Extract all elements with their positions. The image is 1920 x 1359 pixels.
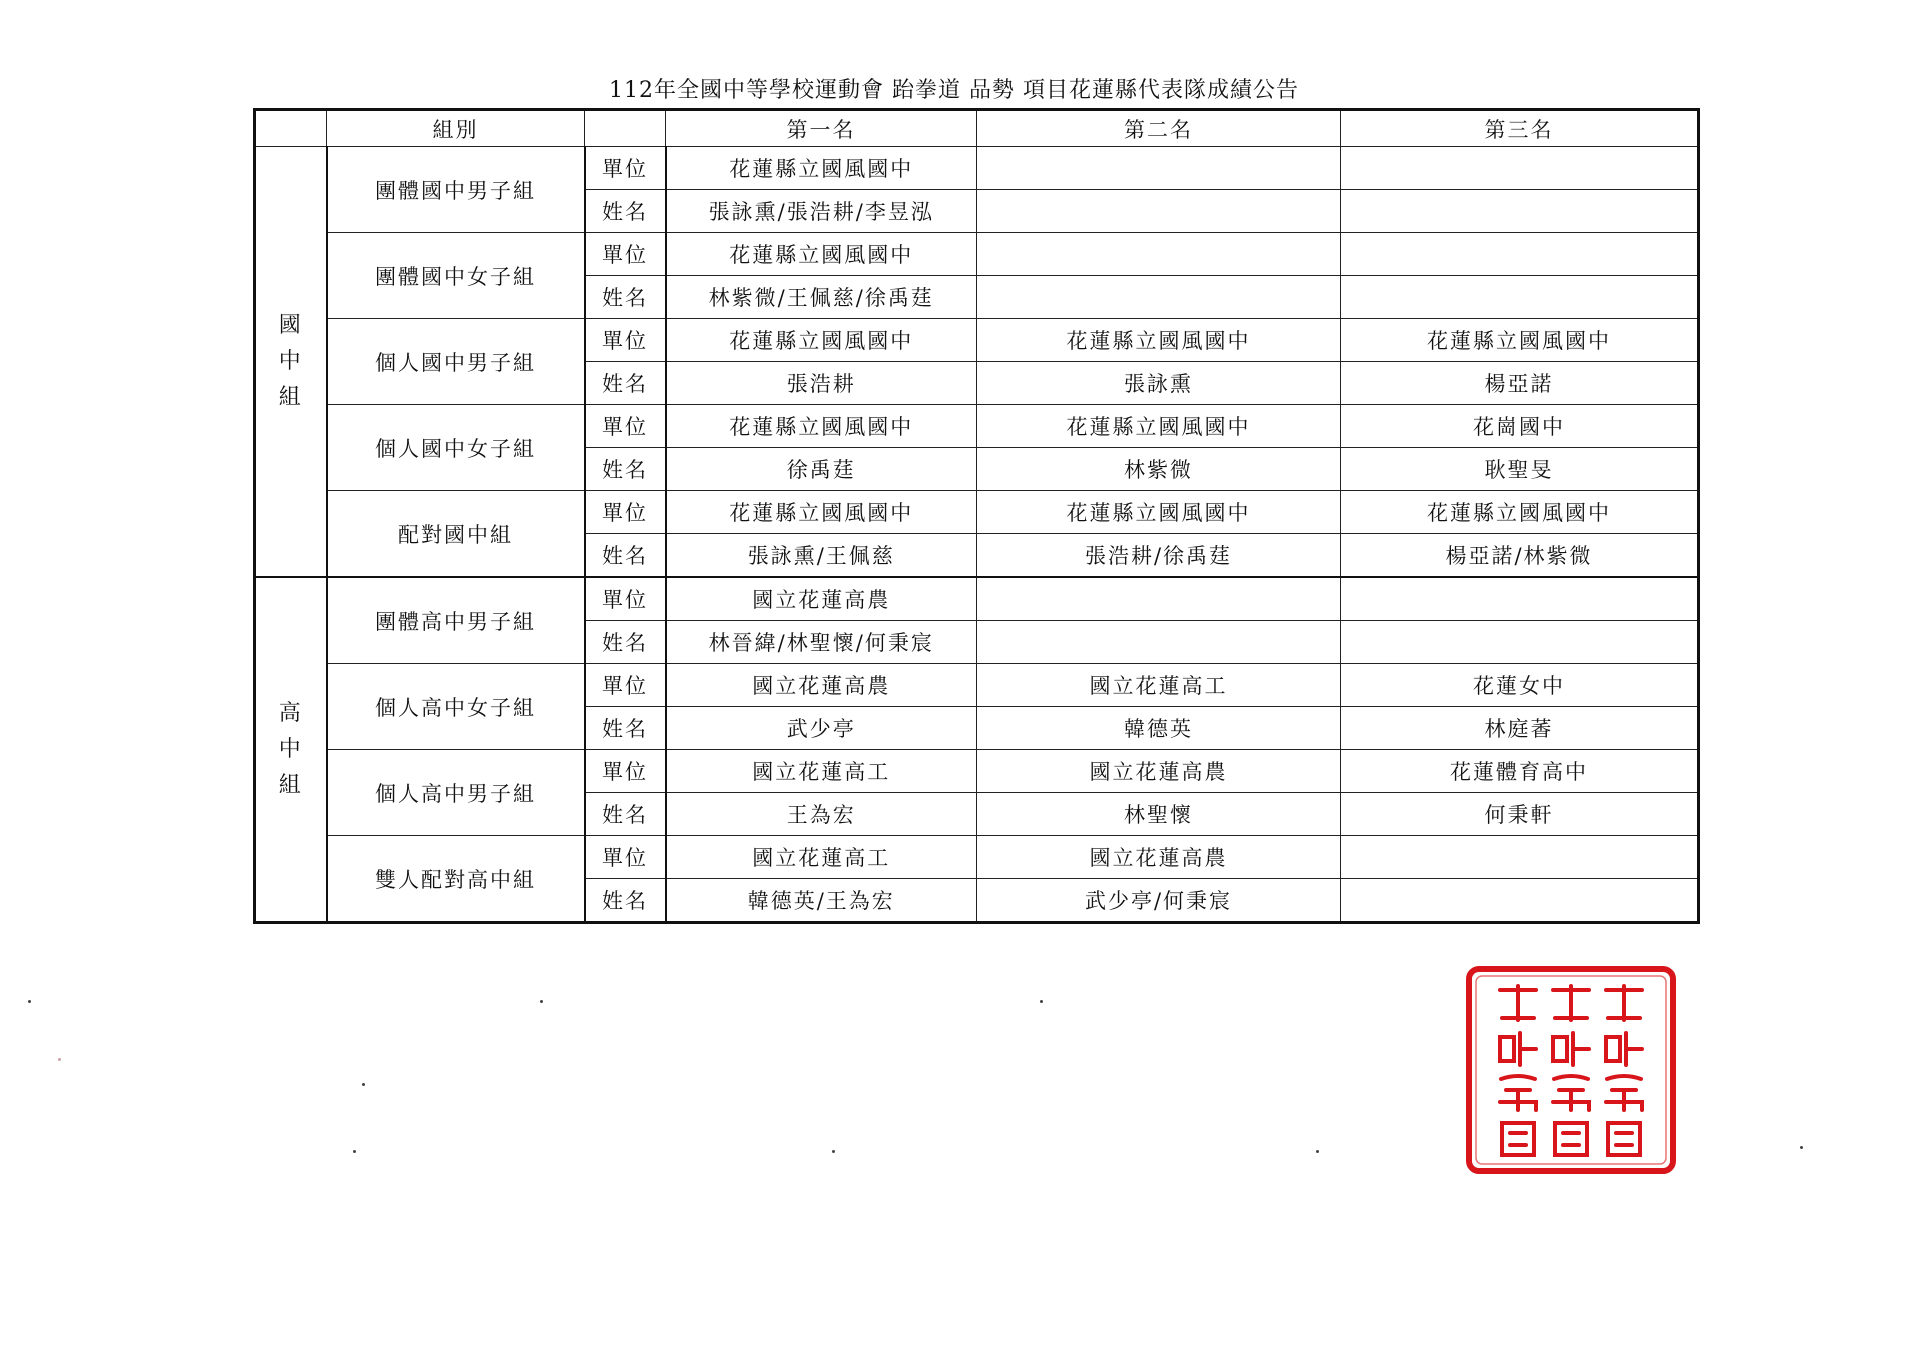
level-label-char: 組 [278, 384, 303, 410]
header-field [585, 110, 666, 147]
header-second-place: 第二名 [977, 110, 1341, 147]
table-row [255, 750, 1699, 793]
first-place-unit: 國立花蓮高農 [666, 664, 977, 707]
first-place-name: 林紫微/王佩慈/徐禹莛 [666, 276, 977, 319]
seal-glyph [1606, 986, 1642, 1020]
name-label: 姓名 [585, 793, 666, 836]
seal-glyph [1555, 1123, 1587, 1155]
seal-glyph [1500, 1076, 1536, 1110]
third-place-name [1341, 621, 1699, 664]
first-place-unit: 花蓮縣立國風國中 [666, 491, 977, 534]
association-seal [1466, 966, 1676, 1174]
table-row [255, 664, 1699, 707]
seal-glyph [1553, 1033, 1589, 1065]
third-place-unit [1341, 233, 1699, 276]
first-place-unit: 花蓮縣立國風國中 [666, 233, 977, 276]
second-place-unit: 國立花蓮高工 [977, 664, 1341, 707]
third-place-unit [1341, 147, 1699, 190]
third-place-unit: 花蓮縣立國風國中 [1341, 319, 1699, 362]
first-place-unit: 花蓮縣立國風國中 [666, 405, 977, 448]
seal-glyph [1553, 1076, 1589, 1110]
third-place-unit [1341, 577, 1699, 621]
unit-label: 單位 [585, 836, 666, 879]
level-label [255, 147, 327, 578]
header-row [255, 110, 1699, 147]
results-table [253, 108, 1700, 924]
second-place-unit: 花蓮縣立國風國中 [977, 491, 1341, 534]
document-title: 112年全國中等學校運動會 跆拳道 品勢 項目花蓮縣代表隊成績公告 [609, 78, 1299, 103]
unit-label: 單位 [585, 147, 666, 190]
third-place-unit: 花蓮縣立國風國中 [1341, 491, 1699, 534]
second-place-unit: 花蓮縣立國風國中 [977, 319, 1341, 362]
first-place-unit: 花蓮縣立國風國中 [666, 147, 977, 190]
second-place-unit [977, 577, 1341, 621]
unit-label: 單位 [585, 664, 666, 707]
event-category: 雙人配對高中組 [327, 836, 585, 923]
table-row [255, 233, 1699, 276]
seal-glyph [1502, 1123, 1534, 1155]
event-category: 個人國中男子組 [327, 319, 585, 405]
event-category: 團體國中男子組 [327, 147, 585, 233]
name-label: 姓名 [585, 534, 666, 578]
name-label: 姓名 [585, 621, 666, 664]
table-row [255, 491, 1699, 534]
name-label: 姓名 [585, 879, 666, 923]
header-third-place: 第三名 [1341, 110, 1699, 147]
unit-label: 單位 [585, 233, 666, 276]
second-place-name [977, 621, 1341, 664]
third-place-name [1341, 879, 1699, 923]
header-first-place: 第一名 [666, 110, 977, 147]
third-place-name [1341, 190, 1699, 233]
table-row [255, 319, 1699, 362]
event-category: 個人高中女子組 [327, 664, 585, 750]
name-label: 姓名 [585, 362, 666, 405]
table-row [255, 577, 1699, 621]
level-label-char: 組 [278, 772, 303, 798]
unit-label: 單位 [585, 491, 666, 534]
seal-glyph [1608, 1123, 1640, 1155]
level-label-char: 高 [278, 700, 303, 726]
level-label-char: 國 [278, 312, 303, 338]
event-category: 個人高中男子組 [327, 750, 585, 836]
third-place-unit: 花蓮體育高中 [1341, 750, 1699, 793]
seal-glyph [1500, 986, 1536, 1020]
first-place-unit: 花蓮縣立國風國中 [666, 319, 977, 362]
first-place-name: 張詠熏/王佩慈 [666, 534, 977, 578]
header-category: 組別 [327, 110, 585, 147]
unit-label: 單位 [585, 577, 666, 621]
second-place-name: 武少亭/何秉宸 [977, 879, 1341, 923]
table-row [255, 405, 1699, 448]
second-place-unit: 國立花蓮高農 [977, 836, 1341, 879]
unit-label: 單位 [585, 750, 666, 793]
third-place-name: 楊亞諾 [1341, 362, 1699, 405]
second-place-unit [977, 147, 1341, 190]
second-place-name [977, 190, 1341, 233]
event-category: 團體國中女子組 [327, 233, 585, 319]
second-place-unit: 花蓮縣立國風國中 [977, 405, 1341, 448]
event-category: 團體高中男子組 [327, 577, 585, 664]
second-place-name [977, 276, 1341, 319]
second-place-name: 張詠熏 [977, 362, 1341, 405]
first-place-unit: 國立花蓮高工 [666, 836, 977, 879]
event-category: 配對國中組 [327, 491, 585, 578]
second-place-name: 林聖懷 [977, 793, 1341, 836]
results-body [255, 147, 1699, 923]
third-place-name: 耿聖旻 [1341, 448, 1699, 491]
first-place-name: 韓德英/王為宏 [666, 879, 977, 923]
first-place-unit: 國立花蓮高工 [666, 750, 977, 793]
third-place-unit: 花蓮女中 [1341, 664, 1699, 707]
first-place-name: 徐禹莛 [666, 448, 977, 491]
first-place-unit: 國立花蓮高農 [666, 577, 977, 621]
unit-label: 單位 [585, 319, 666, 362]
event-category: 個人國中女子組 [327, 405, 585, 491]
third-place-name: 林庭萫 [1341, 707, 1699, 750]
first-place-name: 王為宏 [666, 793, 977, 836]
third-place-name [1341, 276, 1699, 319]
third-place-name: 何秉軒 [1341, 793, 1699, 836]
seal-glyph [1606, 1033, 1642, 1065]
level-label-char: 中 [278, 348, 303, 374]
table-row [255, 836, 1699, 879]
name-label: 姓名 [585, 190, 666, 233]
second-place-unit: 國立花蓮高農 [977, 750, 1341, 793]
first-place-name: 張詠熏/張浩耕/李昱泓 [666, 190, 977, 233]
name-label: 姓名 [585, 707, 666, 750]
third-place-unit: 花崗國中 [1341, 405, 1699, 448]
third-place-name: 楊亞諾/林紫微 [1341, 534, 1699, 578]
seal-glyph [1553, 986, 1589, 1020]
second-place-name: 林紫微 [977, 448, 1341, 491]
third-place-unit [1341, 836, 1699, 879]
second-place-unit [977, 233, 1341, 276]
unit-label: 單位 [585, 405, 666, 448]
header-blank [255, 110, 327, 147]
first-place-name: 武少亭 [666, 707, 977, 750]
name-label: 姓名 [585, 276, 666, 319]
seal-glyph [1500, 1033, 1536, 1065]
name-label: 姓名 [585, 448, 666, 491]
second-place-name: 張浩耕/徐禹莛 [977, 534, 1341, 578]
seal-glyph [1606, 1076, 1642, 1110]
level-label-char: 中 [278, 736, 303, 762]
level-label [255, 577, 327, 923]
first-place-name: 林晉緯/林聖懷/何秉宸 [666, 621, 977, 664]
table-row [255, 147, 1699, 190]
first-place-name: 張浩耕 [666, 362, 977, 405]
second-place-name: 韓德英 [977, 707, 1341, 750]
